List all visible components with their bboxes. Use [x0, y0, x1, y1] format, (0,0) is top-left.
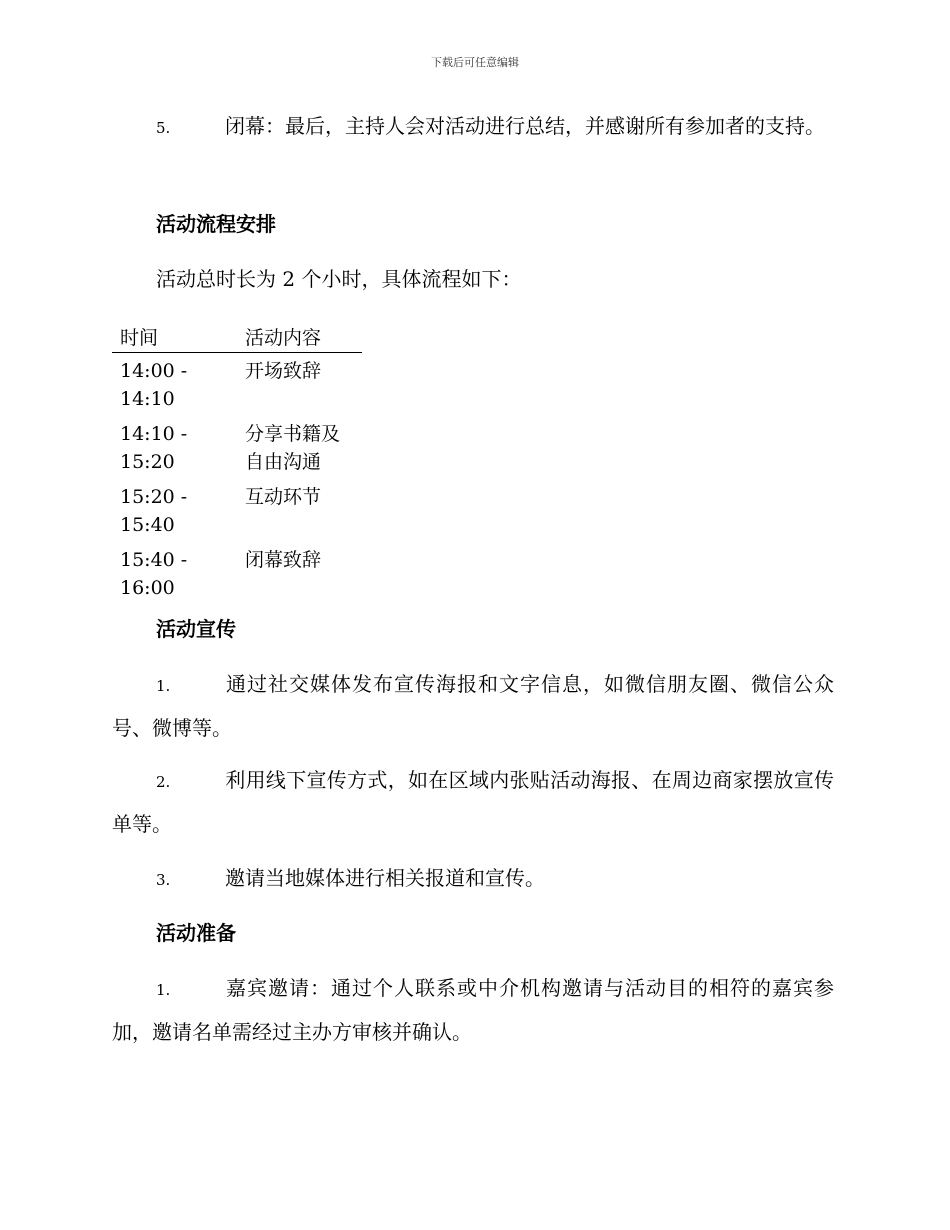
closing-item: [112, 105, 834, 149]
schedule-heading: 活动流程安排: [156, 212, 276, 236]
time-cell: 14:00 - 14:10: [120, 360, 188, 410]
table-row: [112, 353, 362, 417]
schedule-intro: 活动总时长为 2 个小时，具体流程如下：: [156, 267, 522, 291]
promotion-item: [112, 857, 834, 901]
list-item-text: 嘉宾邀请：通过个人联系或中介机构邀请与活动目的相符的嘉宾参加，邀请名单需经过主办方审核并确认。: [112, 976, 834, 1044]
time-cell: 15:40 - 16:00: [120, 549, 188, 599]
table-row: [112, 479, 362, 542]
time-cell: 14:10 - 15:20: [120, 423, 188, 473]
table-header-row: [112, 320, 362, 353]
activity-cell: 开场致辞: [245, 360, 322, 382]
list-number: 2.: [156, 773, 171, 791]
promotion-item: [112, 759, 834, 845]
preparation-heading: 活动准备: [156, 921, 236, 945]
list-item-text: 闭幕：最后，主持人会对活动进行总结，并感谢所有参加者的支持。: [225, 114, 825, 138]
activity-cell: 闭幕致辞: [245, 549, 322, 571]
promotion-item: [112, 663, 834, 749]
preparation-item: [112, 967, 834, 1053]
table-row: [112, 542, 362, 605]
list-item-text: 利用线下宣传方式，如在区域内张贴活动海报、在周边商家摆放宣传单等。: [112, 768, 834, 836]
activity-cell: 互动环节: [245, 486, 322, 508]
time-cell: 15:20 - 15:40: [120, 486, 188, 536]
table-row: [112, 416, 362, 479]
list-item-text: 邀请当地媒体进行相关报道和宣传。: [225, 866, 545, 890]
page-header: 下载后可任意编辑: [431, 56, 519, 69]
list-number: 1.: [156, 981, 171, 999]
promotion-heading: 活动宣传: [156, 617, 236, 641]
list-number: 3.: [156, 871, 171, 889]
activity-cell: 分享书籍及 自由沟通: [245, 423, 341, 473]
list-number: 1.: [156, 677, 171, 695]
schedule-table: [112, 320, 362, 605]
time-column-header: 时间: [112, 320, 237, 353]
activity-column-header: 活动内容: [237, 320, 362, 353]
list-number: 5.: [156, 119, 171, 137]
list-item-text: 通过社交媒体发布宣传海报和文字信息，如微信朋友圈、微信公众号、微博等。: [112, 672, 834, 740]
